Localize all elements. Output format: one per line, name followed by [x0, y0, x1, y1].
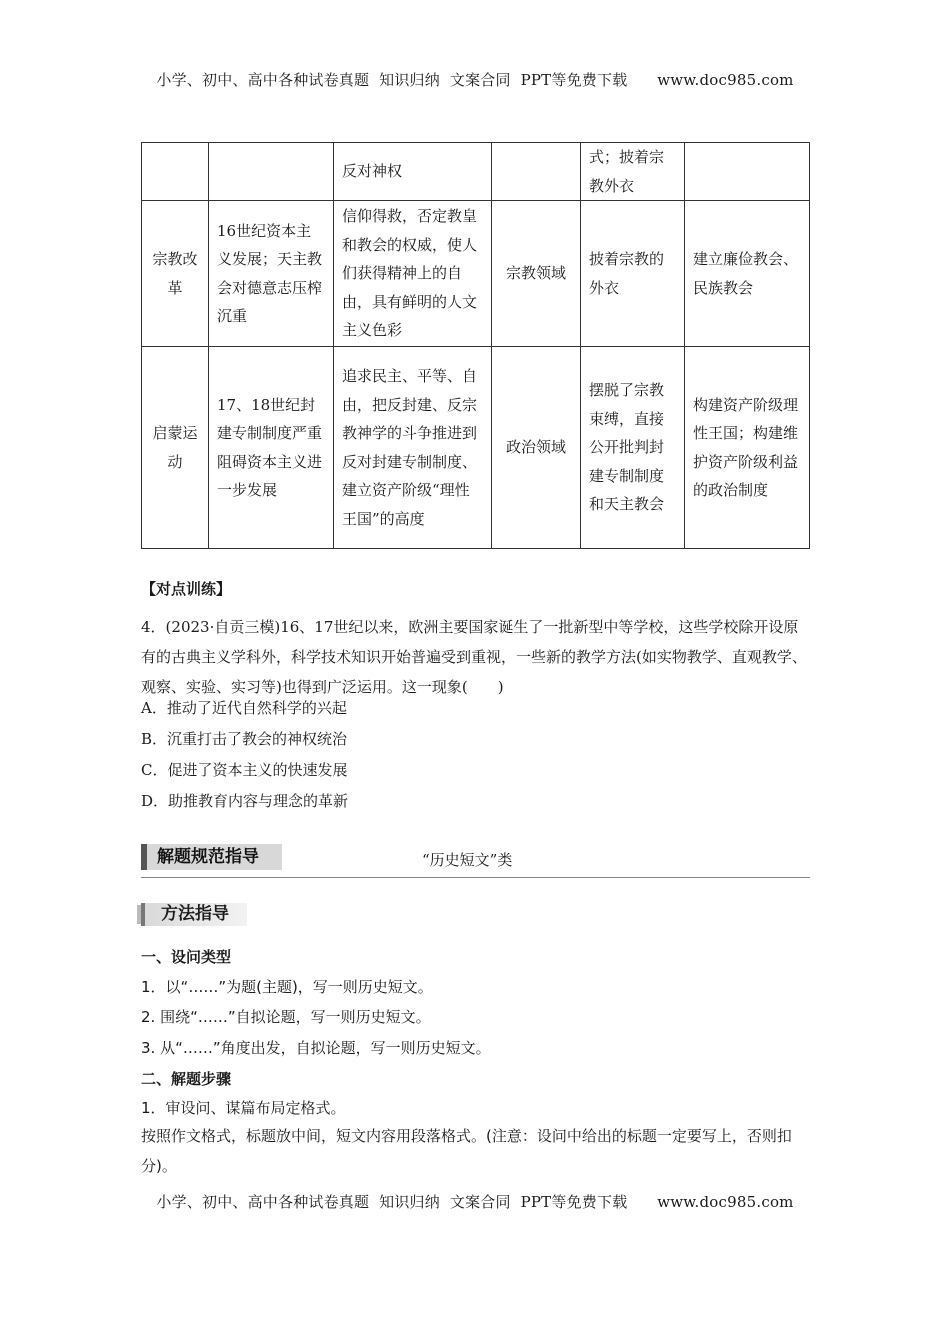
heading-steps: 二、解题步骤 — [141, 1070, 232, 1088]
table-cell: 信仰得救，否定教皇和教会的权威，使人们获得精神上的自由，具有鲜明的人文主义色彩 — [334, 201, 492, 347]
list-item: 1．以“……”为题(主题)，写一则历史短文。 — [141, 978, 433, 996]
table-cell — [492, 143, 581, 201]
table-cell: 摆脱了宗教束缚，直接公开批判封建专制制度和天主教会 — [581, 347, 685, 549]
table-cell — [209, 143, 334, 201]
table-cell: 17、18世纪封建专制制度严重阻碍资本主义进一步发展 — [209, 347, 334, 549]
table-cell: 宗教领域 — [492, 201, 581, 347]
table-cell: 式；披着宗教外衣 — [581, 143, 685, 201]
table-cell — [142, 143, 209, 201]
table-cell: 启蒙运动 — [142, 347, 209, 549]
table-cell: 16世纪资本主义发展；天主教会对德意志压榨沉重 — [209, 201, 334, 347]
table-cell — [685, 143, 810, 201]
list-item: 2. 围绕“……”自拟论题，写一则历史短文。 — [141, 1008, 431, 1026]
practice-title: 【对点训练】 — [141, 580, 232, 598]
table-row — [142, 347, 810, 549]
table-cell: 建立廉俭教会、民族教会 — [685, 201, 810, 347]
heading-question-types: 一、设问类型 — [141, 948, 232, 966]
option-d: D．助推教育内容与理念的革新 — [141, 792, 349, 810]
table-cell: 宗教改革 — [142, 201, 209, 347]
table-cell: 构建资产阶级理性王国；构建维护资产阶级利益的政治制度 — [685, 347, 810, 549]
comparison-table — [141, 142, 810, 549]
page-footer: 小学、初中、高中各种试卷真题 知识归纳 文案合同 PPT等免费下载 www.doc985.com — [156, 1193, 794, 1211]
section-topic: “历史短文”类 — [422, 851, 513, 869]
step-1-body: 按照作文格式，标题放中间，短文内容用段落格式。(注意：设问中给出的标题一定要写上，否则扣分)。 — [141, 1127, 792, 1175]
table-row — [142, 143, 810, 201]
banner-divider — [141, 877, 810, 878]
option-b: B．沉重打击了教会的神权统治 — [141, 730, 348, 748]
step-1: 1．审设问、谋篇布局定格式。 — [141, 1099, 346, 1117]
list-item: 3. 从“……”角度出发，自拟论题，写一则历史短文。 — [141, 1039, 491, 1057]
page-header: 小学、初中、高中各种试卷真题 知识归纳 文案合同 PPT等免费下载 www.doc985.com — [156, 71, 794, 89]
option-c: C．促进了资本主义的快速发展 — [141, 761, 348, 779]
table-row — [142, 201, 810, 347]
question-text: 4．(2023·自贡三模)16、17世纪以来，欧洲主要国家诞生了一批新型中等学校，这些学校除开设原有的古典主义学科外，科学技术知识开始普遍受到重视，一些新的教学方法(如实物教学、直观教学、观察、实验、实习等)也得到广泛运用。这一现象( ) — [141, 618, 807, 696]
method-heading: 方法指导 — [141, 903, 247, 926]
section-banner: 解题规范指导 — [141, 844, 282, 870]
table-cell: 政治领域 — [492, 347, 581, 549]
option-a: A．推动了近代自然科学的兴起 — [141, 699, 347, 717]
table-cell: 披着宗教的外衣 — [581, 201, 685, 347]
table-cell: 追求民主、平等、自由，把反封建、反宗教神学的斗争推进到反对封建专制制度、建立资产阶级“理性王国”的高度 — [334, 347, 492, 549]
table-cell: 反对神权 — [334, 143, 492, 201]
